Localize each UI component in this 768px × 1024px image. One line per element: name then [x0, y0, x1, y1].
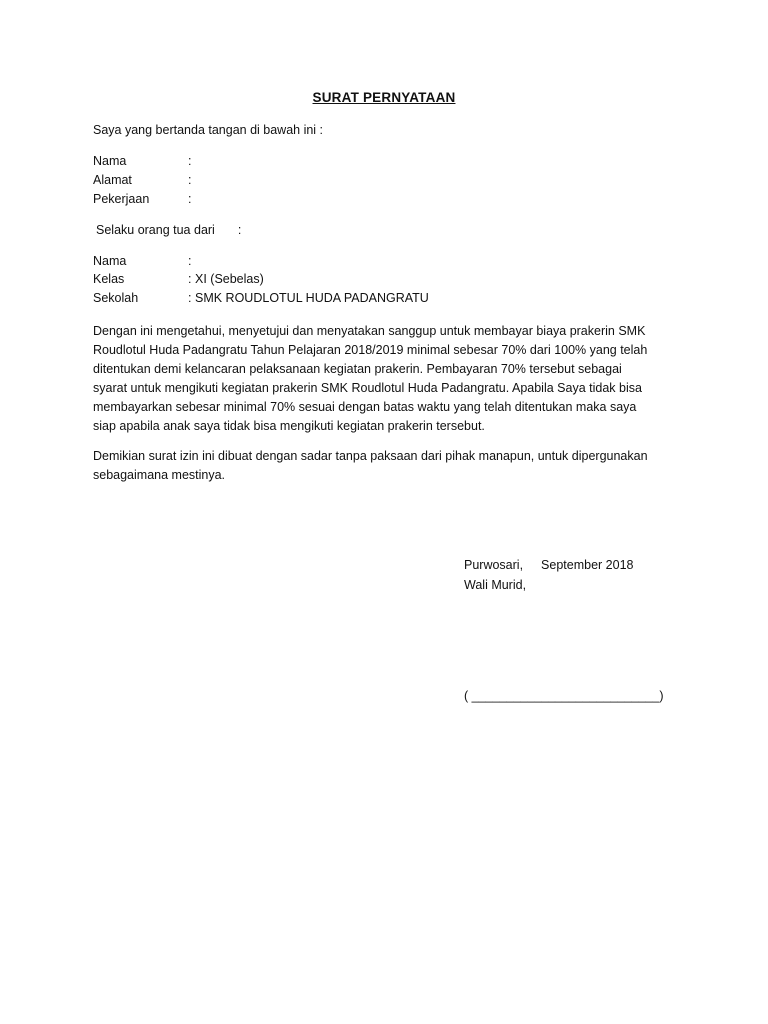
- closing-paragraph: [93, 447, 683, 485]
- statement-paragraph: [93, 322, 683, 436]
- student-name-colon: :: [188, 254, 192, 268]
- statement-line: ditentukan demi kelancaran pelaksanaan kegiatan prakerin. Pembayaran 70% tersebut sebagai: [93, 362, 622, 376]
- signature-place-date: [464, 558, 633, 572]
- student-class-value: XI (Sebelas): [195, 272, 264, 286]
- student-class-colon: :: [188, 272, 192, 286]
- student-name-label: Nama: [93, 254, 127, 268]
- student-class-label: Kelas: [93, 272, 125, 286]
- intro-text: Saya yang bertanda tangan di bawah ini :: [93, 123, 324, 137]
- parent-occupation-label: Pekerjaan: [93, 192, 150, 206]
- relation-colon: :: [237, 223, 242, 237]
- relation-label: Selaku orang tua dari: [96, 223, 215, 237]
- statement-line: siap apabila anak saya tidak bisa mengikuti kegiatan prakerin tersebut.: [93, 419, 485, 433]
- parent-name-label: Nama: [93, 154, 127, 168]
- parent-name-colon: :: [188, 154, 192, 168]
- document-title: SURAT PERNYATAAN: [312, 90, 456, 105]
- statement-line: Roudlotul Huda Padangratu Tahun Pelajaran 2018/2019 minimal sebesar 70% dari 100% yang telah: [93, 343, 648, 357]
- closing-line: sebagaimana mestinya.: [93, 468, 226, 482]
- student-school-colon: :: [188, 291, 192, 305]
- statement-line: syarat untuk mengikuti kegiatan prakerin SMK Roudlotul Huda Padangratu. Apabila Saya tidak bisa: [93, 381, 642, 395]
- parent-occupation-colon: :: [188, 192, 192, 206]
- relation-row: [96, 223, 241, 237]
- statement-line: Dengan ini mengetahui, menyetujui dan menyatakan sanggup untuk membayar biaya prakerin SMK: [93, 324, 646, 338]
- signature-name-line: ( ___________________________): [464, 689, 664, 703]
- parent-address-label: Alamat: [93, 173, 132, 187]
- signature-date: September 2018: [541, 558, 634, 572]
- statement-line: membayarkan sebesar minimal 70% sesuai dengan batas waktu yang telah ditentukan maka saya: [93, 400, 637, 414]
- signature-place: Purwosari,: [464, 558, 524, 572]
- closing-line: Demikian surat izin ini dibuat dengan sadar tanpa paksaan dari pihak manapun, untuk dipergunakan: [93, 449, 648, 463]
- signature-role: Wali Murid,: [464, 578, 527, 592]
- student-school-value: SMK ROUDLOTUL HUDA PADANGRATU: [195, 291, 429, 305]
- student-school-label: Sekolah: [93, 291, 139, 305]
- parent-address-colon: :: [188, 173, 192, 187]
